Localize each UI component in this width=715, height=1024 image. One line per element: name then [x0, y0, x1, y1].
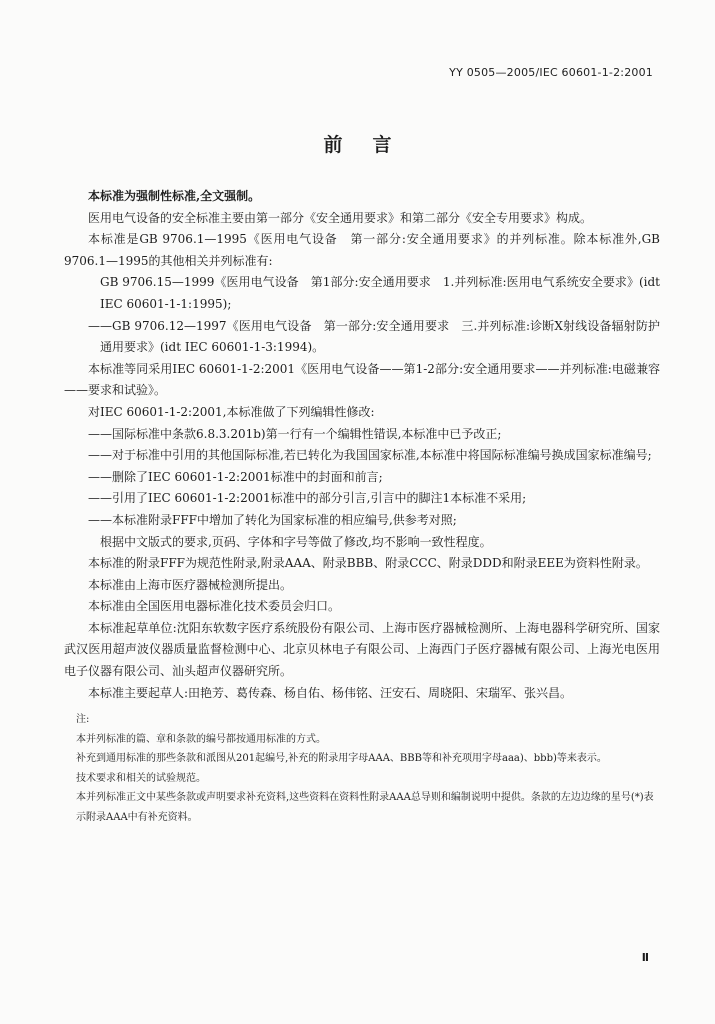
list-item-gb9706-15: GB 9706.15—1999《医用电气设备 第1部分:安全通用要求 1.并列标准:医用电气系统安全要求》(idt IEC 60601-1-1:1995);: [100, 275, 660, 311]
note-item: 本并列标准的篇、章和条款的编号都按通用标准的方式。: [76, 733, 326, 745]
paragraph-mandatory: 本标准为强制性标准,全文强制。: [88, 189, 261, 203]
paragraph-drafters: 本标准主要起草人:田艳芳、葛传森、杨自佑、杨伟铭、汪安石、周晓阳、宋瑞军、张兴昌。: [88, 685, 573, 700]
list-item-edit-4: ——引用了IEC 60601-1-2:2001标准中的部分引言,引言中的脚注1本标准不采用;: [88, 491, 527, 506]
notes-section: [64, 710, 660, 827]
standard-header: YY 0505—2005/IEC 60601-1-2:2001: [449, 66, 653, 79]
paragraph-equivalent: 本标准等同采用IEC 60601-1-2:2001《医用电气设备——第1-2部分:安全通用要求——并列标准:电磁兼容——要求和试验》。: [64, 361, 660, 398]
paragraph-annexes: 本标准的附录FFF为规范性附录,附录AAA、附录BBB、附录CCC、附录DDD和附录EEE为资料性附录。: [88, 556, 648, 571]
note-item: 本并列标准正文中某些条款或声明要求补充资料,这些资料在资料性附录AAA总导则和编制说明中提供。条款的左边边缘的星号(*)表示附录AAA中有补充资料。: [76, 792, 654, 823]
list-item-gb9706-12: ——GB 9706.12—1997《医用电气设备 第一部分:安全通用要求 三.并列标准:诊断X射线设备辐射防护通用要求》(idt IEC 60601-1-3:1994)。: [88, 318, 660, 355]
note-item: 补充到通用标准的那些条款和派图从201起编号,补充的附录用字母AAA、BBB等和补充项用字母aaa)、bbb)等来表示。: [76, 753, 607, 764]
page-title: 前言: [323, 134, 422, 156]
paragraph-committee: 本标准由全国医用电器标准化技术委员会归口。: [88, 599, 341, 614]
list-item-edit-2: ——对于标准中引用的其他国际标准,若已转化为我国国家标准,本标准中将国际标准编号换成国家标准编号;: [88, 448, 652, 463]
list-item-edit-1: ——国际标准中条款6.8.3.201b)第一行有一个编辑性错误,本标准中已予改正;: [88, 426, 502, 441]
list-item-edit-3: ——删除了IEC 60601-1-2:2001标准中的封面和前言;: [88, 469, 383, 484]
paragraph-proposer: 本标准由上海市医疗器械检测所提出。: [88, 577, 293, 592]
paragraph-parallel-intro: 本标准是GB 9706.1—1995《医用电气设备 第一部分:安全通用要求》的并列标准。除本标准外,GB 9706.1—1995的其他相关并列标准有:: [64, 232, 660, 268]
list-item-edit-6: 根据中文版式的要求,页码、字体和字号等做了修改,均不影响一致性程度。: [100, 534, 492, 549]
list-item-edit-5: ——本标准附录FFF中增加了转化为国家标准的相应编号,供参考对照;: [88, 512, 457, 527]
page-number: Ⅱ: [641, 951, 649, 964]
paragraph-composition: 医用电气设备的安全标准主要由第一部分《安全通用要求》和第二部分《安全专用要求》构成。: [88, 210, 593, 225]
foreword-body: [64, 186, 660, 704]
paragraph-edits-intro: 对IEC 60601-1-2:2001,本标准做了下列编辑性修改:: [88, 404, 375, 419]
note-item: 技术要求和相关的试验规范。: [76, 772, 206, 784]
notes-label: 注:: [76, 714, 90, 725]
paragraph-drafting-units: 本标准起草单位:沈阳东软数字医疗系统股份有限公司、上海市医疗器械检测所、上海电器科学研究所、国家武汉医用超声波仪器质量监督检测中心、北京贝林电子有限公司、上海西门子医疗器械有限公司、上海光电医用电子仪器有限公司、汕头超声仪器研究所。: [64, 620, 660, 679]
